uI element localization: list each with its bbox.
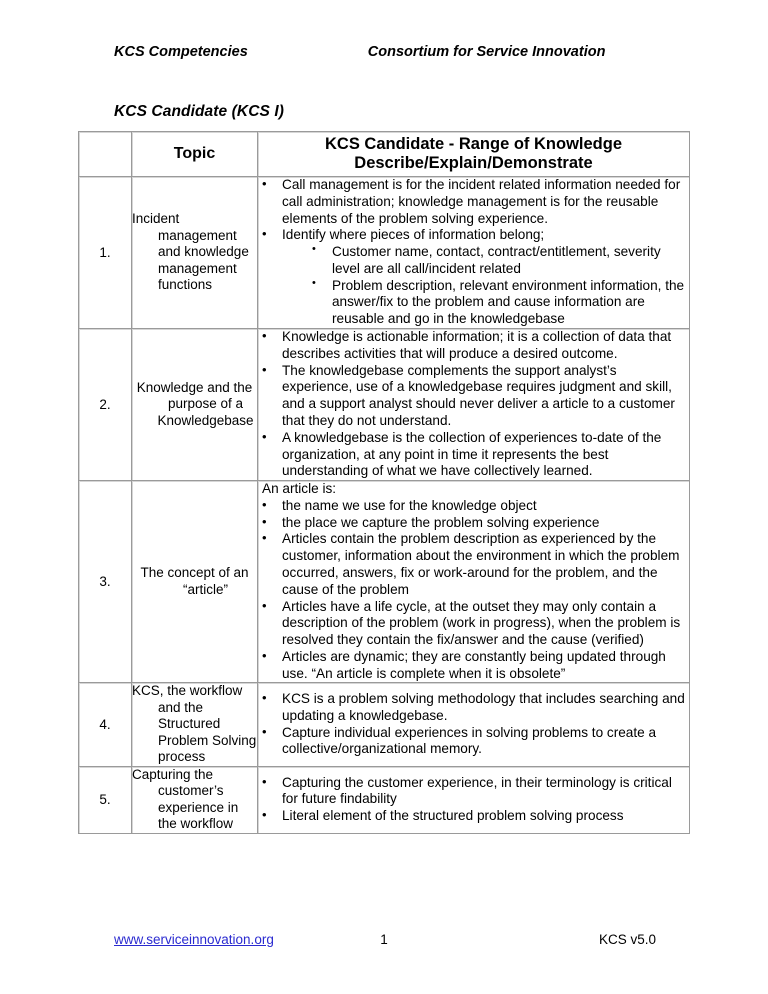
header-right-text: Consortium for Service Innovation [367, 44, 606, 60]
bullet-text: • Knowledge is actionable information; it is a collection of data that describes activities that will produce a desired outcome. [282, 329, 672, 361]
column-header-topic: Topic [132, 131, 258, 177]
row-topic-text: KCS, the workflow and the Structured Problem Solving process [132, 683, 257, 765]
row-topic [132, 177, 258, 329]
list-item [258, 227, 689, 328]
bullet-list [258, 775, 689, 825]
table-row [78, 767, 690, 834]
row-description [258, 481, 690, 683]
list-item [306, 244, 689, 278]
column-header-description-line2: Describe/Explain/Demonstrate [354, 154, 593, 172]
row-number: 4. [78, 683, 132, 766]
table-row [78, 683, 690, 766]
bullet-list [258, 691, 689, 758]
description-lead-in: An article is: [262, 481, 337, 497]
row-number: 5. [78, 767, 132, 834]
row-description [258, 767, 690, 834]
bullet-text: • KCS is a problem solving methodology that includes searching and updating a knowledgebase. [282, 691, 685, 723]
list-item [258, 775, 689, 809]
list-item [258, 808, 689, 825]
list-item [258, 649, 689, 683]
page-number: 1 [380, 932, 388, 947]
list-item [258, 599, 689, 649]
column-header-number [78, 131, 132, 177]
bullet-text: • The knowledgebase complements the support analyst’s experience, use of a knowledgebase requires judgment and skill, and a support analyst should never deliver a article to a customer that they do not understand. [282, 362, 675, 428]
bullet-text: • Capturing the customer experience, in their terminology is critical for future findability [282, 774, 672, 807]
list-item [258, 498, 689, 515]
table-header-row [78, 131, 690, 177]
list-item [258, 363, 689, 430]
website-link[interactable]: www.serviceinnovation.org [114, 932, 274, 947]
bullet-list [258, 329, 689, 480]
row-description [258, 177, 690, 329]
bullet-text: • Call management is for the incident related information needed for call administration; knowledge management is for the reusable elements of the problem solving experience. [282, 177, 681, 226]
list-item [258, 430, 689, 480]
row-topic [132, 481, 258, 683]
list-item [306, 278, 689, 328]
sub-bullet-list [282, 244, 689, 328]
header-left-text: KCS Competencies [114, 44, 248, 60]
row-description [258, 329, 690, 481]
row-topic [132, 767, 258, 834]
row-topic-text: Incident management and knowledge management functions [132, 211, 249, 293]
list-item [258, 515, 689, 532]
bullet-list [258, 177, 689, 328]
bullet-text: • Capture individual experiences in solving problems to create a collective/organizational memory. [282, 724, 657, 757]
column-header-description-line1: KCS Candidate - Range of Knowledge [324, 134, 623, 153]
list-item [258, 691, 689, 725]
sub-bullet-text: Customer name, contact, contract/entitlement, severity level are all call/incident related [332, 244, 661, 276]
bullet-text: • Articles have a life cycle, at the outset they may only contain a description of the problem (work in progress), when the problem is resolved they contain the fix/answer and the cause (verified) [282, 598, 681, 648]
bullet-list [258, 498, 689, 683]
sub-bullet-text: Problem description, relevant environment information, the answer/fix to the problem and cause information are reusable and go in the knowledgebase [332, 277, 685, 327]
page-title: KCS Candidate (KCS I) [114, 103, 285, 120]
row-topic-text: Knowledge and the purpose of a Knowledgebase [136, 379, 254, 428]
bullet-text: • Articles are dynamic; they are constantly being updated through use. “An article is complete when it is obsolete” [282, 648, 666, 681]
row-topic-text: The concept of an “article” [140, 565, 249, 597]
bullet-text: • A knowledgebase is the collection of experiences to-date of the organization, at any point in time it represents the best understanding of what we have collectively learned. [282, 429, 662, 479]
bullet-text: • Identify where pieces of information belong; [282, 227, 545, 243]
list-item [258, 177, 689, 227]
row-topic-text: Capturing the customer’s experience in the workflow [132, 766, 239, 832]
row-topic [132, 683, 258, 766]
row-number: 1. [78, 177, 132, 329]
list-item [258, 725, 689, 759]
table-row [78, 177, 690, 329]
bullet-text: • Literal element of the structured problem solving process [282, 808, 624, 824]
list-item [258, 531, 689, 598]
row-topic [132, 329, 258, 481]
running-header [78, 44, 690, 64]
version-label: KCS v5.0 [598, 932, 656, 947]
table-row [78, 329, 690, 481]
row-number: 2. [78, 329, 132, 481]
bullet-text: • Articles contain the problem description as experienced by the customer, information about the environment in which the problem occurred, answers, fix or work-around for the problem, and the cause of the problem [282, 531, 680, 597]
row-number: 3. [78, 481, 132, 683]
running-footer [78, 932, 690, 952]
competencies-table [78, 131, 690, 834]
bullet-text: • the name we use for the knowledge object [282, 497, 537, 513]
table-row [78, 481, 690, 683]
row-description [258, 683, 690, 766]
list-item [258, 329, 689, 363]
column-header-description [258, 131, 690, 177]
bullet-text: • the place we capture the problem solving experience [282, 514, 600, 530]
